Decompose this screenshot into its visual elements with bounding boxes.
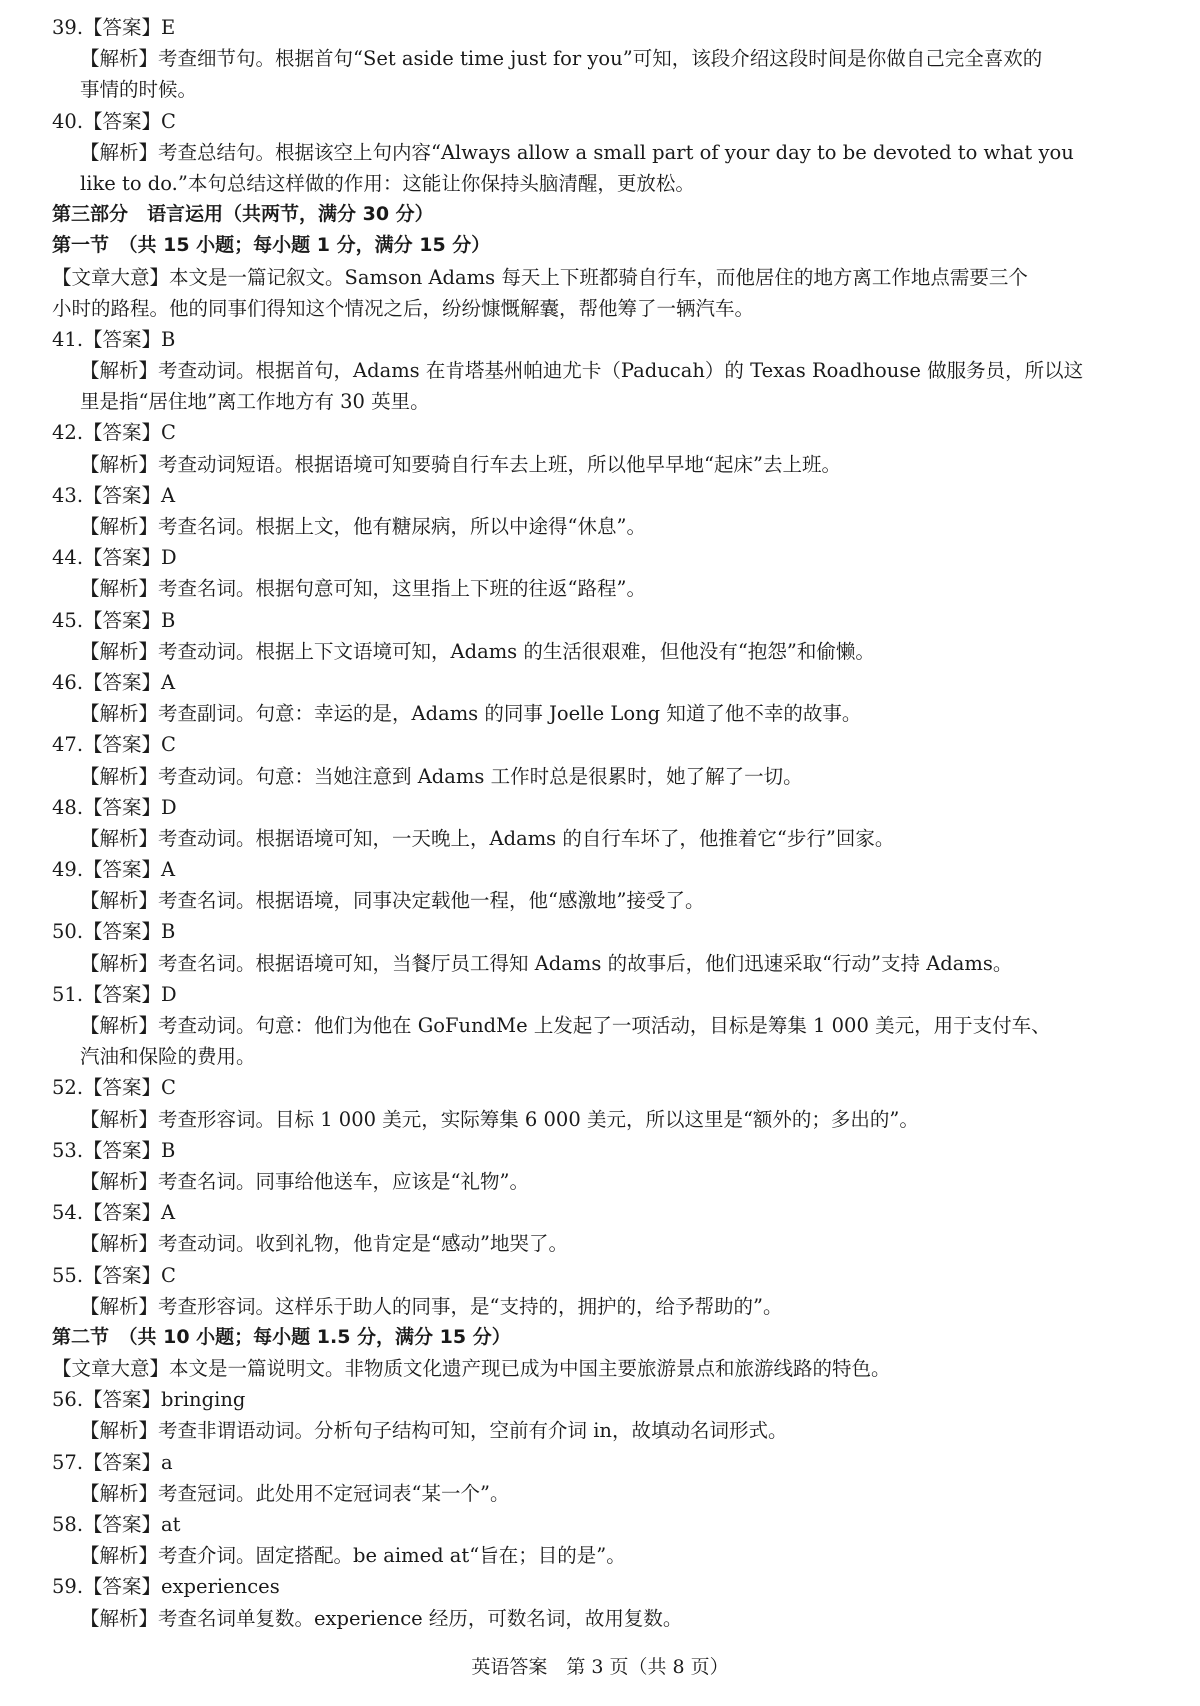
- text-line: like to do.”本句总结这样做的作用：这能让你保持头脑清醒，更放松。: [80, 171, 695, 195]
- text-line: 42.【答案】C: [52, 421, 176, 445]
- text-line: 【解析】考查动词。根据首句，Adams 在肯塔基州帕迪尤卡（Paducah）的 Texas Roadhouse 做服务员，所以这: [80, 359, 1084, 383]
- text-line: 【解析】考查动词。句意：当她注意到 Adams 工作时总是很累时，她了解了一切。: [80, 764, 803, 788]
- text-line: 【解析】考查动词。根据语境可知，一天晚上，Adams 的自行车坏了，他推着它“步行”回家。: [80, 826, 895, 850]
- text-line: 【解析】考查介词。固定搭配。be aimed at“旨在；目的是”。: [80, 1544, 626, 1568]
- text-line: 【解析】考查名词。根据语境可知，当餐厅员工得知 Adams 的故事后，他们迅速采取“行动”支持 Adams。: [80, 951, 1013, 975]
- text-line: 【解析】考查形容词。目标 1 000 美元，实际筹集 6 000 美元，所以这里是“额外的；多出的”。: [80, 1107, 919, 1131]
- text-line: 44.【答案】D: [52, 546, 177, 570]
- text-line: 40.【答案】C: [52, 109, 176, 133]
- text-line: 58.【答案】at: [52, 1513, 181, 1536]
- text-line: 【解析】考查动词短语。根据语境可知要骑自行车去上班，所以他早早地“起床”去上班。: [80, 452, 841, 476]
- text-line: 【解析】考查形容词。这样乐于助人的同事，是“支持的，拥护的，给予帮助的”。: [80, 1294, 783, 1318]
- text-line: 【解析】考查名词。根据语境，同事决定载他一程，他“感激地”接受了。: [80, 889, 705, 913]
- text-line: 47.【答案】C: [52, 733, 176, 757]
- text-line: 55.【答案】C: [52, 1263, 176, 1287]
- text-line: 【解析】考查名词。根据上文，他有糖尿病，所以中途得“休息”。: [80, 515, 646, 538]
- text-line: 【解析】考查动词。收到礼物，他肯定是“感动”地哭了。: [80, 1232, 568, 1256]
- text-line: 【解析】考查非谓语动词。分析句子结构可知，空前有介词 in，故填动名词形式。: [80, 1419, 788, 1443]
- text-line: 56.【答案】bringing: [52, 1388, 246, 1412]
- text-line: 54.【答案】A: [52, 1201, 176, 1225]
- text-line: 【文章大意】本文是一篇说明文。非物质文化遗产现已成为中国主要旅游景点和旅游线路的特色。: [52, 1357, 891, 1381]
- text-line: 【解析】考查动词。根据上下文语境可知，Adams 的生活很艰难，但他没有“抱怨”和偷懒。: [80, 639, 875, 663]
- text-line: 43.【答案】A: [52, 483, 176, 507]
- text-line: 里是指“居住地”离工作地方有 30 英里。: [80, 390, 430, 414]
- section-heading: 第三部分 语言运用（共两节，满分 30 分）: [52, 203, 434, 226]
- text-line: 【解析】考查动词。句意：他们为他在 GoFundMe 上发起了一项活动，目标是筹集 1 000 美元，用于支付车、: [80, 1014, 1051, 1037]
- text-line: 【文章大意】本文是一篇记叙文。Samson Adams 每天上下班都骑自行车，而他居住的地方离工作地点需要三个: [52, 265, 1028, 289]
- text-line: 51.【答案】D: [52, 982, 177, 1006]
- text-line: 49.【答案】A: [52, 858, 176, 882]
- text-line: 57.【答案】a: [52, 1450, 173, 1474]
- text-line: 【解析】考查名词。同事给他送车，应该是“礼物”。: [80, 1169, 529, 1193]
- text-line: 【解析】考查名词。根据句意可知，这里指上下班的往返“路程”。: [80, 577, 646, 601]
- text-line: 【解析】考查名词单复数。experience 经历，可数名词，故用复数。: [80, 1606, 683, 1630]
- section-heading: 第二节 （共 10 小题；每小题 1.5 分，满分 15 分）: [52, 1325, 511, 1348]
- text-line: 48.【答案】D: [52, 795, 177, 819]
- text-line: 45.【答案】B: [52, 608, 176, 632]
- text-line: 汽油和保险的费用。: [80, 1045, 256, 1069]
- text-line: 41.【答案】B: [52, 327, 176, 351]
- text-line: 39.【答案】E: [52, 16, 176, 39]
- document-body: [52, 12, 1160, 1634]
- text-line: 小时的路程。他的同事们得知这个情况之后，纷纷慷慨解囊，帮他筹了一辆汽车。: [52, 296, 755, 320]
- text-line: 事情的时候。: [80, 78, 198, 102]
- text-line: 53.【答案】B: [52, 1138, 176, 1162]
- text-line: 50.【答案】B: [52, 920, 176, 944]
- text-line: 【解析】考查细节句。根据首句“Set aside time just for you”可知，该段介绍这段时间是你做自己完全喜欢的: [80, 47, 1043, 71]
- text-line: 46.【答案】A: [52, 670, 176, 694]
- text-line: 【解析】考查总结句。根据该空上句内容“Always allow a small part of your day to be devoted to what you: [80, 140, 1074, 164]
- page-footer: 英语答案 第 3 页（共 8 页）: [471, 1656, 729, 1678]
- text-line: 【解析】考查副词。句意：幸运的是，Adams 的同事 Joelle Long 知道了他不幸的故事。: [80, 702, 862, 726]
- text-line: 52.【答案】C: [52, 1076, 176, 1100]
- text-line: 59.【答案】experiences: [52, 1575, 280, 1599]
- text-line: 【解析】考查冠词。此处用不定冠词表“某一个”。: [80, 1481, 510, 1505]
- section-heading: 第一节 （共 15 小题；每小题 1 分，满分 15 分）: [52, 234, 491, 257]
